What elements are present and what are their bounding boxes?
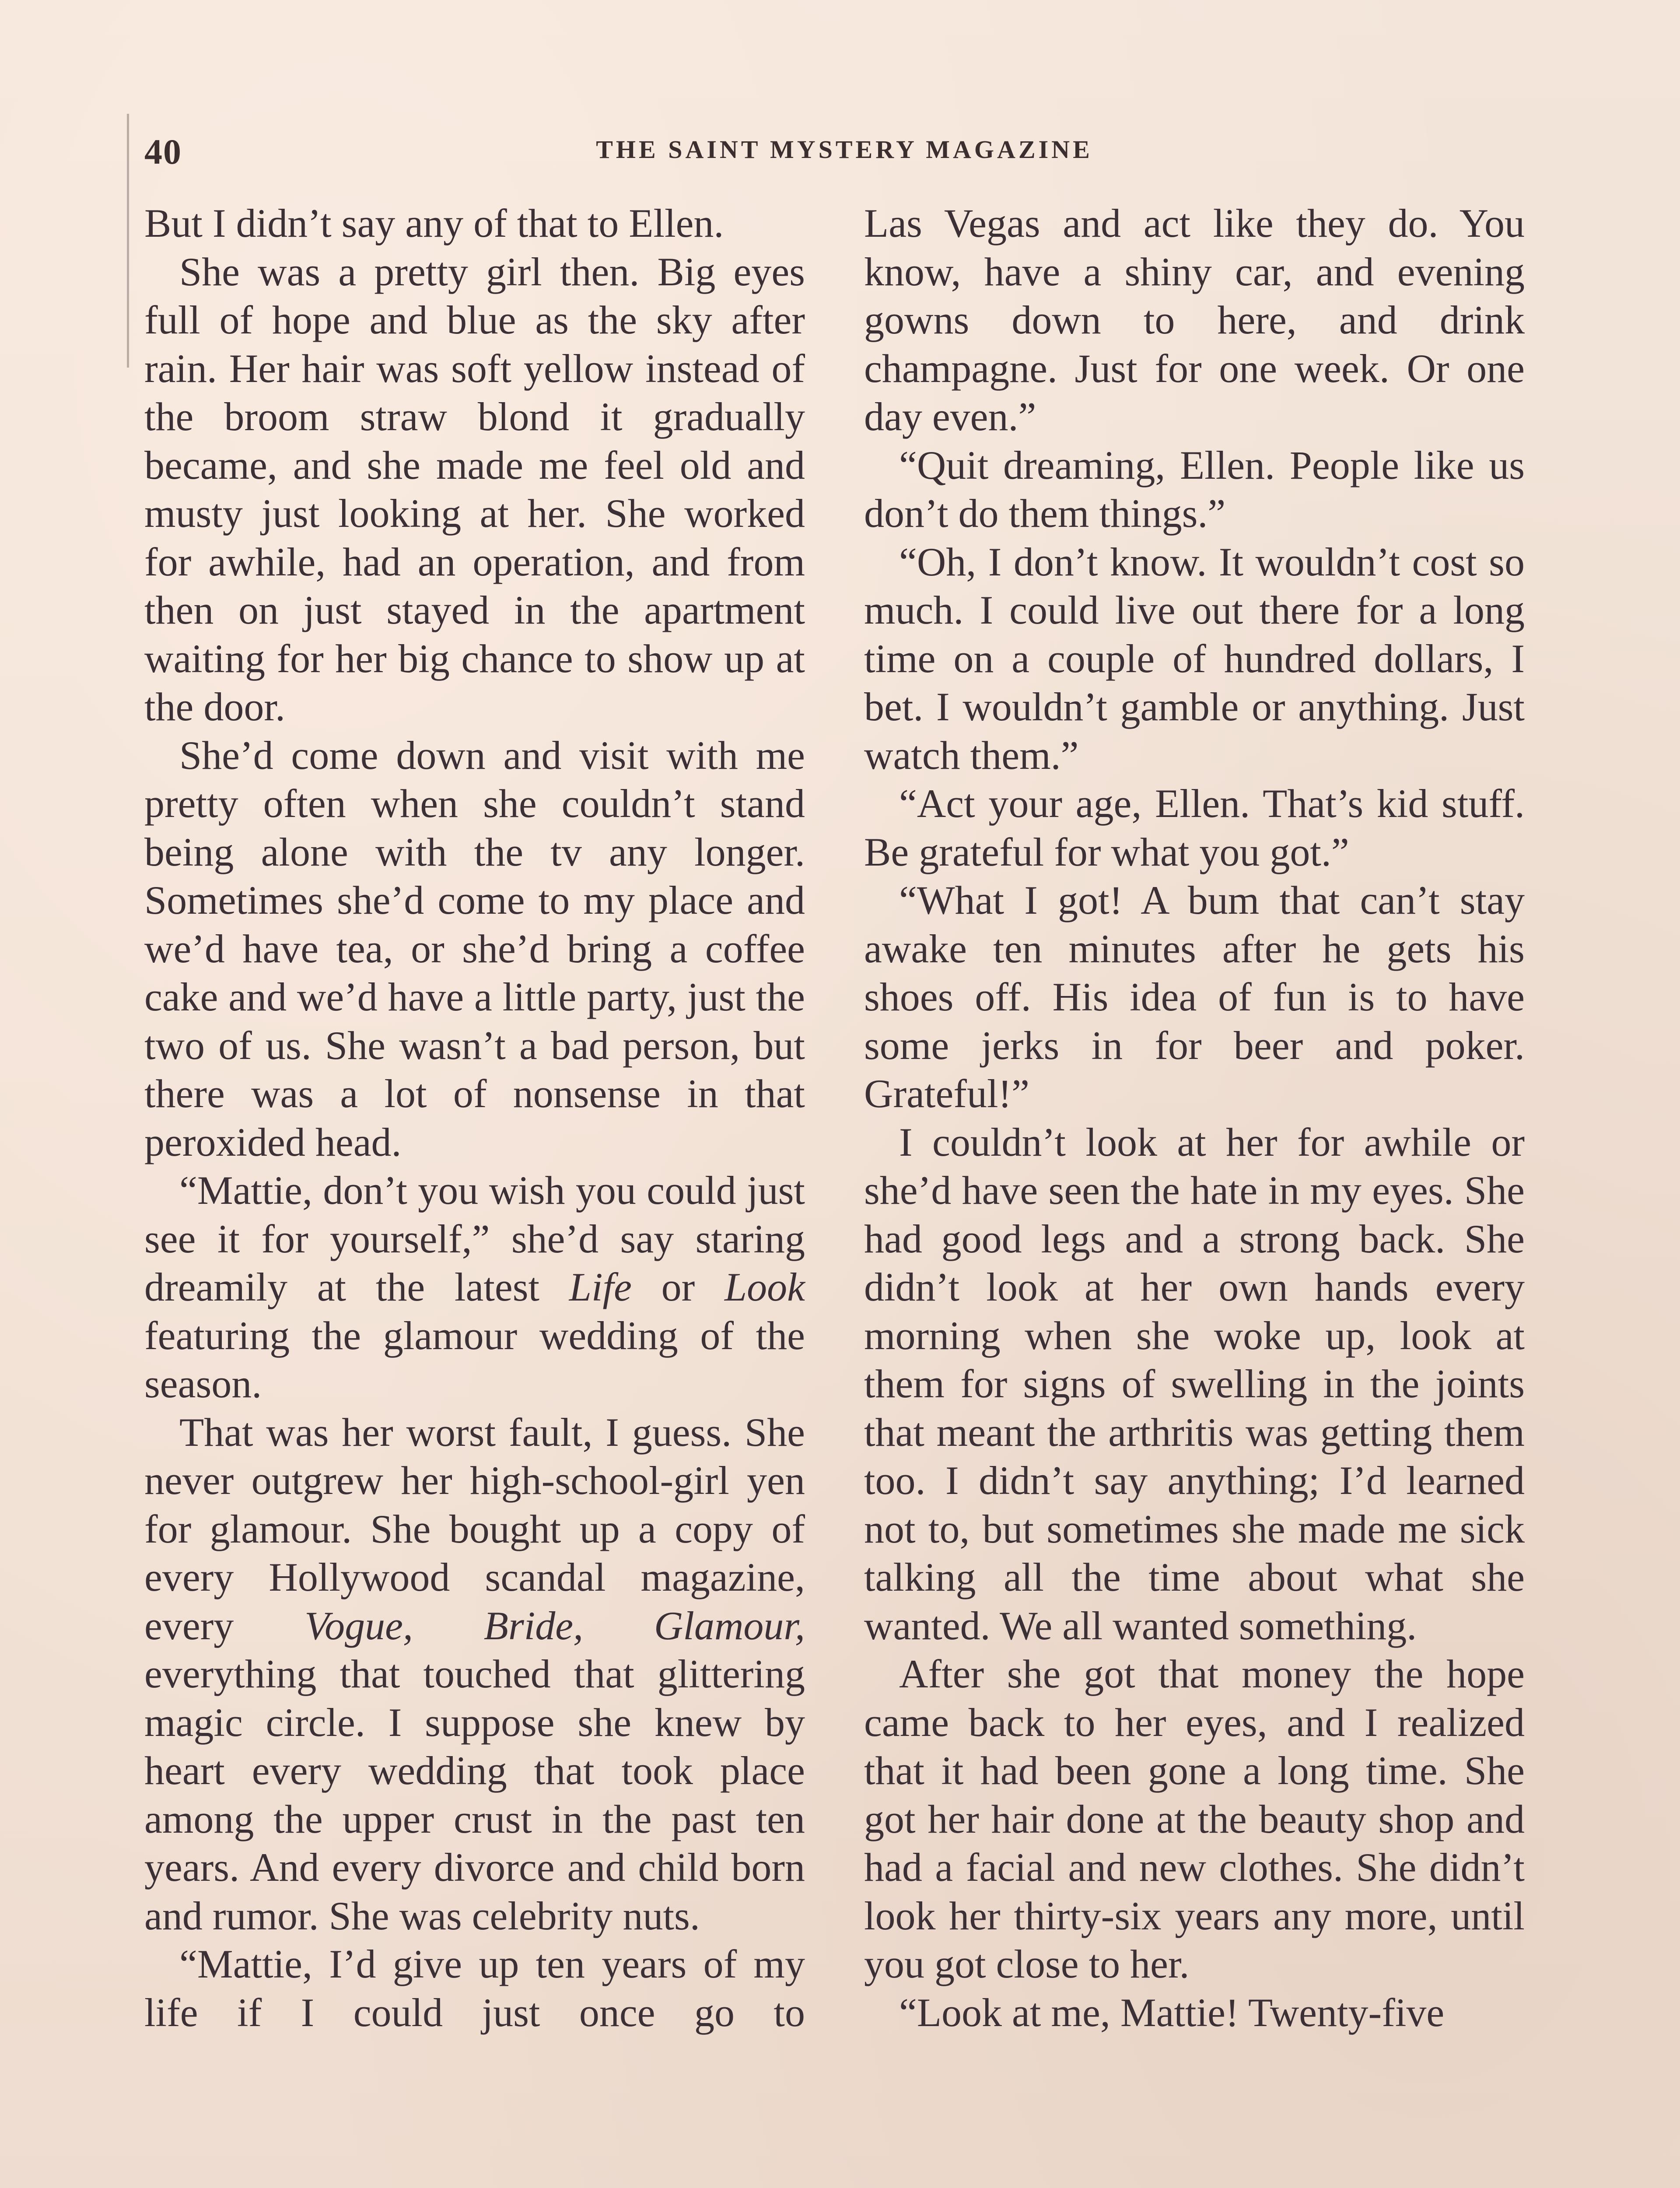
paragraph bbox=[144, 1408, 805, 1940]
paragraph: “Act your age, Ellen. That’s kid stuff. Be grateful for what you got.” bbox=[864, 781, 1525, 874]
right-column bbox=[864, 199, 1525, 2037]
page-number: 40 bbox=[144, 132, 182, 172]
paragraph: She’d come down and visit with me pretty often when she couldn’t stand being alone with the tv any longer. Sometimes she’d come to my place and we’d have tea, or she’d bring a coffee cake and we’d have a little party, just the two of us. She wasn’t a bad person, but there was a lot of nonsense in that peroxided head. bbox=[144, 733, 805, 1164]
left-column bbox=[144, 199, 805, 2037]
text-run: “Mattie, don’t you wish you could just see it for yourself,” she’d say staring dreamily at the latest bbox=[144, 1168, 805, 1309]
text-run: That was her worst fault, I guess. She never outgrew her high-school-girl yen for glamour. She bought up a copy of every Hollywood scandal magazine, every bbox=[144, 1410, 805, 1648]
paragraph: “Look at me, Mattie! Twenty-five bbox=[899, 1990, 1445, 2035]
text-run: or bbox=[631, 1265, 724, 1309]
page-header bbox=[144, 131, 1549, 179]
paragraph bbox=[144, 1166, 805, 1408]
paragraph: I couldn’t look at her for awhile or she’d have seen the hate in my eyes. She had good legs and a strong back. She didn’t look at her own hands every morning when she woke up, look at them for signs of swelling in the joints that meant the arthritis was getting them too. I didn’t say anything; I’d learned not to, but sometimes she made me sick talking all the time about what she wanted. We all wanted something. bbox=[864, 1119, 1525, 1648]
running-title: THE SAINT MYSTERY MAGAZINE bbox=[596, 135, 1093, 164]
paragraph: “Mattie, I’d give up ten years of my life if I could just once go to bbox=[144, 1942, 805, 2035]
magazine-title-life: Life bbox=[569, 1265, 632, 1309]
magazine-title-look: Look bbox=[724, 1265, 805, 1309]
paragraph: “Quit dreaming, Ellen. People like us don’t do them things.” bbox=[864, 442, 1525, 536]
text-run: featuring the glamour wedding of the season. bbox=[144, 1313, 805, 1406]
paragraph: But I didn’t say any of that to Ellen. bbox=[144, 201, 724, 245]
paragraph: “Oh, I don’t know. It wouldn’t cost so much. I could live out there for a long time on a couple of hundred dollars, I bet. I wouldn’t gamble or anything. Just watch them.” bbox=[864, 539, 1525, 778]
magazine-titles: Vogue, Bride, Glamour, bbox=[304, 1603, 805, 1648]
paragraph: “What I got! A bum that can’t stay awake ten minutes after he gets his shoes off. His idea of fun is to have some jerks in for beer and poker. Grateful!” bbox=[864, 878, 1525, 1116]
paragraph: She was a pretty girl then. Big eyes full of hope and blue as the sky after rain. Her hair was soft yellow instead of the broom straw blond it gradually became, and she made me feel old and musty just looking at her. She worked for awhile, had an operation, and from then on just stayed in the apartment waiting for her big chance to show up at the door. bbox=[144, 249, 805, 729]
paragraph: After she got that money the hope came back to her eyes, and I realized that it had been gone a long time. She got her hair done at the beauty shop and had a facial and new clothes. She didn’t look her thirty-six years any more, until you got close to her. bbox=[864, 1652, 1525, 1986]
paragraph: Las Vegas and act like they do. You know, have a shiny car, and evening gowns down to here, and drink champagne. Just for one week. Or one day even.” bbox=[864, 201, 1525, 439]
text-run: everything that touched that glittering magic circle. I suppose she knew by heart every wedding that took place among the upper crust in the past ten years. And every divorce and child born and rumor. She was celebrity nuts. bbox=[144, 1652, 805, 1938]
margin-rule bbox=[127, 114, 129, 368]
